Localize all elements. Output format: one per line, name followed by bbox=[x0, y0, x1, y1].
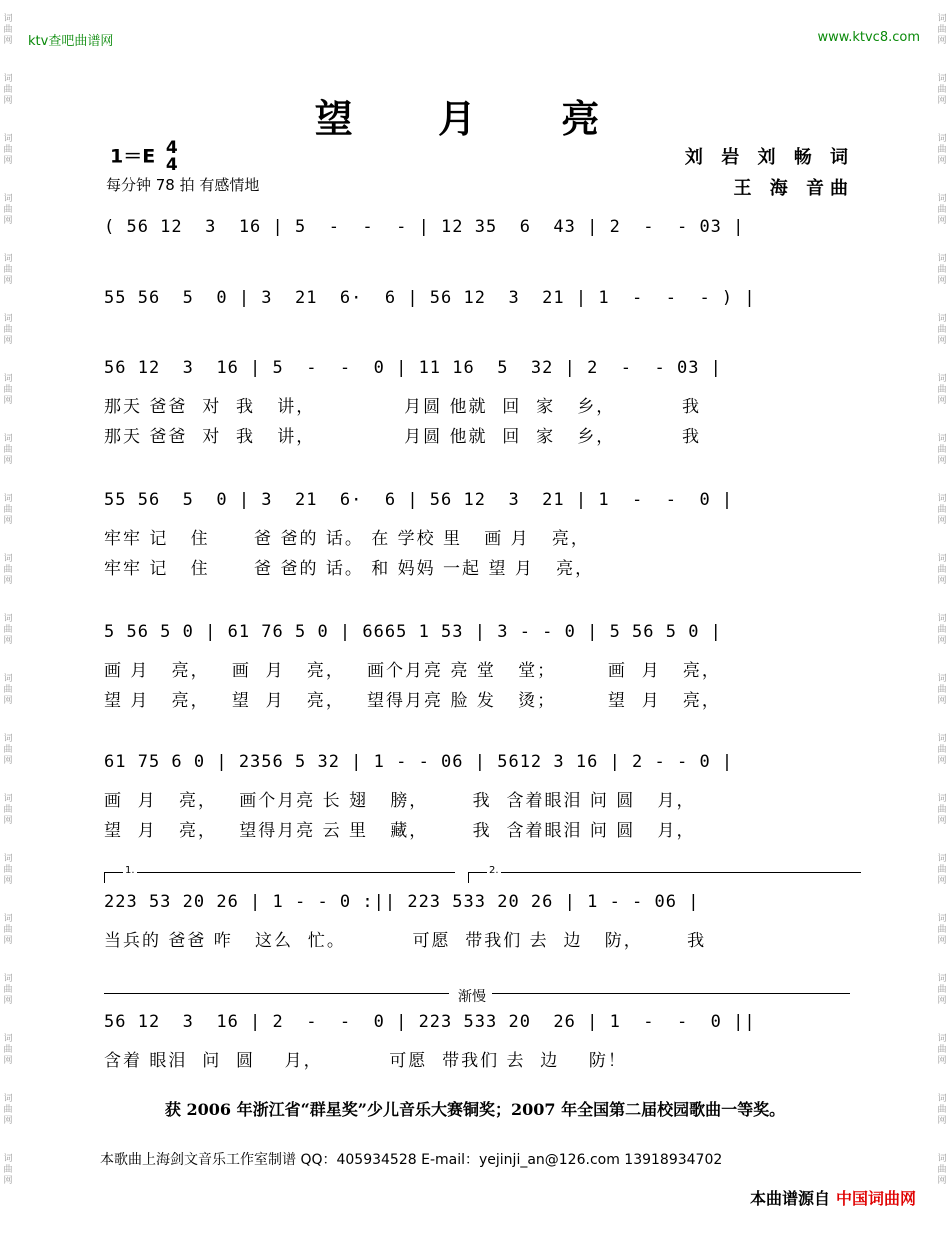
second-ending-label: 2. bbox=[489, 865, 499, 876]
notation-row-6: 61 75 6 0 | 2356 5 32 | 1 - - 06 | 5612 3 16 | 2 - - 0 | bbox=[104, 752, 734, 772]
lyric-row-6-verse-2: 望 月 亮， 望得月亮 云 里 藏， 我 含着眼泪 问 圆 月， bbox=[104, 821, 696, 841]
watermark-text: 词 曲 网 bbox=[3, 553, 13, 586]
second-ending-bracket bbox=[468, 865, 861, 883]
watermark-text: 词 曲 网 bbox=[3, 433, 13, 466]
song-title: 望 月 亮 bbox=[314, 97, 636, 141]
time-bottom: 4 bbox=[165, 155, 178, 175]
right-watermark-strip bbox=[935, 0, 949, 1200]
lyric-row-3-verse-1: 那天 爸爸 对 我 讲， 月圆 他就 回 家 乡， 我 bbox=[104, 397, 701, 417]
notation-row-8: 56 12 3 16 | 2 - - 0 | 223 533 20 26 | 1 - - 0 || bbox=[104, 1012, 756, 1032]
lyric-row-7: 当兵的 爸爸 咋 这么 忙。 可愿 带我们 去 边 防， 我 bbox=[104, 931, 707, 951]
award-note: 获 2006 年浙江省“群星奖”少儿音乐大赛铜奖；2007 年全国第二届校园歌曲一等奖。 bbox=[164, 1100, 786, 1119]
notation-row-4: 55 56 5 0 | 3 21 6· 6 | 56 12 3 21 | 1 - - 0 | bbox=[104, 490, 734, 510]
ritardando-line-right bbox=[492, 993, 850, 994]
watermark-text: 词 曲 网 bbox=[937, 1153, 947, 1186]
watermark-text: 词 曲 网 bbox=[3, 733, 13, 766]
lyric-row-6-verse-1: 画 月 亮， 画个月亮 长 翅 膀， 我 含着眼泪 问 圆 月， bbox=[104, 791, 696, 811]
composer-credit: 王 海 音曲 bbox=[733, 178, 854, 199]
source-site-link[interactable]: 中国词曲网 bbox=[835, 1189, 916, 1208]
watermark-text: 词 曲 网 bbox=[3, 73, 13, 106]
watermark-text: 词 曲 网 bbox=[937, 493, 947, 526]
lyric-row-4-verse-1: 牢牢 记 住 爸 爸的 话。 在 学校 里 画 月 亮， bbox=[104, 529, 590, 549]
watermark-text: 词 曲 网 bbox=[3, 493, 13, 526]
lyric-row-5-verse-2: 望 月 亮， 望 月 亮， 望得月亮 脸 发 烫； 望 月 亮， bbox=[104, 691, 721, 711]
watermark-text: 词 曲 网 bbox=[937, 553, 947, 586]
ritardando-line-left bbox=[104, 993, 449, 994]
watermark-text: 词 曲 网 bbox=[937, 853, 947, 886]
watermark-text: 词 曲 网 bbox=[3, 673, 13, 706]
watermark-text: 词 曲 网 bbox=[3, 373, 13, 406]
notation-row-7: 223 53 20 26 | 1 - - 0 :|| 223 533 20 26 | 1 - - 06 | bbox=[104, 892, 700, 912]
watermark-text: 词 曲 网 bbox=[3, 1033, 13, 1066]
watermark-text: 词 曲 网 bbox=[3, 853, 13, 886]
watermark-text: 词 曲 网 bbox=[3, 193, 13, 226]
lyric-row-4-verse-2: 牢牢 记 住 爸 爸的 话。 和 妈妈 一起 望 月 亮， bbox=[104, 559, 595, 579]
watermark-text: 词 曲 网 bbox=[937, 13, 947, 46]
notation-row-3: 56 12 3 16 | 5 - - 0 | 11 16 5 32 | 2 - - 03 | bbox=[104, 358, 722, 378]
watermark-text: 词 曲 网 bbox=[937, 613, 947, 646]
ritardando-marking: 渐慢 bbox=[458, 989, 486, 1005]
time-signature bbox=[166, 140, 178, 174]
lyric-row-5-verse-1: 画 月 亮， 画 月 亮， 画个月亮 亮 堂 堂； 画 月 亮， bbox=[104, 661, 721, 681]
watermark-text: 词 曲 网 bbox=[3, 13, 13, 46]
watermark-text: 词 曲 网 bbox=[937, 793, 947, 826]
header-site-name[interactable]: ktv查吧曲谱网 bbox=[28, 34, 114, 49]
key-signature bbox=[110, 140, 178, 174]
notation-row-5: 5 56 5 0 | 61 76 5 0 | 6665 1 53 | 3 - - 0 | 5 56 5 0 | bbox=[104, 622, 722, 642]
source-label: 本曲谱源自 bbox=[749, 1189, 830, 1208]
watermark-text: 词 曲 网 bbox=[3, 1093, 13, 1126]
lyric-row-8: 含着 眼泪 问 圆 月， 可愿 带我们 去 边 防！ bbox=[104, 1051, 627, 1071]
watermark-text: 词 曲 网 bbox=[937, 1033, 947, 1066]
watermark-text: 词 曲 网 bbox=[3, 253, 13, 286]
watermark-text: 词 曲 网 bbox=[3, 1153, 13, 1186]
watermark-text: 词 曲 网 bbox=[937, 973, 947, 1006]
lyric-row-3-verse-2: 那天 爸爸 对 我 讲， 月圆 他就 回 家 乡， 我 bbox=[104, 427, 701, 447]
watermark-text: 词 曲 网 bbox=[937, 733, 947, 766]
watermark-text: 词 曲 网 bbox=[937, 313, 947, 346]
watermark-text: 词 曲 网 bbox=[3, 313, 13, 346]
lyricist-credit: 刘 岩 刘 畅 词 bbox=[684, 147, 854, 168]
watermark-text: 词 曲 网 bbox=[3, 793, 13, 826]
notation-row-2: 55 56 5 0 | 3 21 6· 6 | 56 12 3 21 | 1 - - - ) | bbox=[104, 288, 756, 308]
left-watermark-strip bbox=[1, 0, 15, 1200]
tempo-marking: 每分钟 78 拍 有感情地 bbox=[106, 176, 260, 194]
watermark-text: 词 曲 网 bbox=[3, 913, 13, 946]
time-top: 4 bbox=[165, 138, 178, 158]
first-ending-bracket bbox=[104, 865, 455, 883]
first-ending-label: 1. bbox=[125, 865, 135, 876]
watermark-text: 词 曲 网 bbox=[937, 913, 947, 946]
watermark-text: 词 曲 网 bbox=[937, 373, 947, 406]
watermark-text: 词 曲 网 bbox=[3, 613, 13, 646]
watermark-text: 词 曲 网 bbox=[937, 133, 947, 166]
watermark-text: 词 曲 网 bbox=[3, 133, 13, 166]
header-site-url[interactable]: www.ktvc8.com bbox=[817, 30, 920, 45]
watermark-text: 词 曲 网 bbox=[937, 193, 947, 226]
watermark-text: 词 曲 网 bbox=[937, 73, 947, 106]
watermark-text: 词 曲 网 bbox=[937, 673, 947, 706]
watermark-text: 词 曲 网 bbox=[937, 433, 947, 466]
key-label: 1＝E bbox=[110, 145, 156, 168]
watermark-text: 词 曲 网 bbox=[937, 1093, 947, 1126]
footer-credits: 本歌曲上海剑文音乐工作室制谱 QQ：405934528 E-mail：yejinji_an@126.com 13918934702 bbox=[100, 1152, 723, 1168]
notation-row-1: ( 56 12 3 16 | 5 - - - | 12 35 6 43 | 2 - - 03 | bbox=[104, 217, 745, 237]
watermark-text: 词 曲 网 bbox=[937, 253, 947, 286]
watermark-text: 词 曲 网 bbox=[3, 973, 13, 1006]
